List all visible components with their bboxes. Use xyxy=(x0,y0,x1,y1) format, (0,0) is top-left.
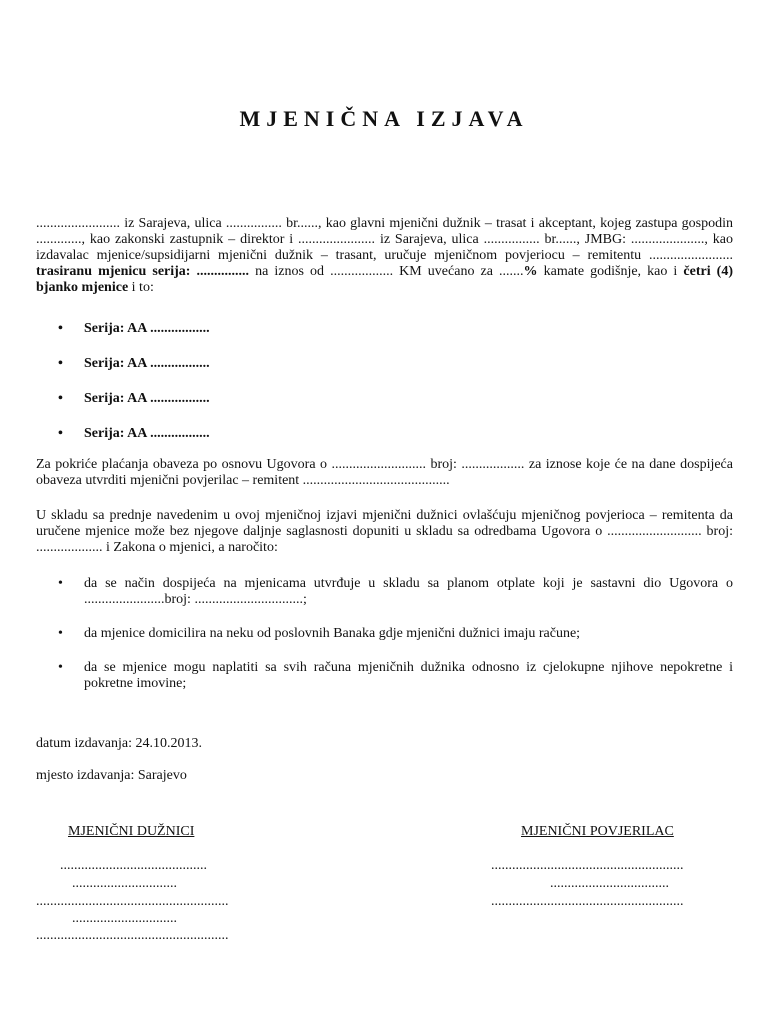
coverage-paragraph xyxy=(36,457,733,489)
list-item: • Serija: AA ................. xyxy=(36,426,733,442)
intro-text-start: ........................ iz Sarajeva, ulica ................ br......, kao glavni mjenični dužnik – trasat i akceptant, kojeg zastupa gospodin ............., kao zakonski zastupnik – direktor i ...................... iz Sarajeva, ulica ................ br......, JMBG: ....................., kao izdavalac mjenice/supsidijarni mjenični dužnik – trasant, uručuje mjeničnom povjeriocu – remitentu ........................ xyxy=(36,216,733,263)
creditor-signature-line: ....................................................... xyxy=(491,858,684,873)
creditor-signature-line: ....................................................... xyxy=(491,894,684,909)
debtor-signature-line: ....................................................... xyxy=(36,894,229,909)
series-bold-text: trasiranu mjenicu serija: ............... xyxy=(36,264,250,279)
list-item: • da se način dospijeća na mjenicama utvrđuje u skladu sa planom otplate koji je sastavni dio Ugovora o .......................broj: ...............................; xyxy=(36,576,733,608)
list-item: • da se mjenice mogu naplatiti sa svih računa mjeničnih dužnika odnosno iz cjelokupne njihove nepokretne i pokretne imovine; xyxy=(36,660,733,692)
issue-place: mjesto izdavanja: Sarajevo xyxy=(36,768,187,783)
debtor-signature-line: .............................. xyxy=(72,876,177,891)
percent-bold: % xyxy=(523,264,538,279)
intro-text-middle: na iznos od .................. KM uvećano za ....... xyxy=(255,264,524,279)
coverage-text: Za pokriće plaćanja obaveza po osnovu Ugovora o ........................... broj: .................. za iznose koje će na dane dospijeća obaveza utvrditi mjenični povjerilac – remitent .......................................... xyxy=(36,457,733,488)
intro-paragraph xyxy=(36,216,733,296)
debtor-signature-line: ....................................................... xyxy=(36,928,229,943)
debtors-heading: MJENIČNI DUŽNICI xyxy=(68,824,195,839)
blank-bills-bold: četri (4) bjanko mjenice xyxy=(36,264,733,295)
list-item: • Serija: AA ................. xyxy=(36,391,733,407)
creditor-signature-line: .................................. xyxy=(550,876,669,891)
intro-text-end: i to: xyxy=(131,280,154,295)
debtor-signature-line: .......................................... xyxy=(60,858,207,873)
list-item: • Serija: AA ................. xyxy=(36,321,733,337)
creditor-heading: MJENIČNI POVJERILAC xyxy=(521,824,674,839)
authorization-text: U skladu sa prednje navedenim u ovoj mjeničnoj izjavi mjenični dužnici ovlašćuju mjeničnog povjerioca – remitenta da uručene mjenice može bez njegove daljnje saglasnosti dopuniti u skladu sa odredbama Ugovora o ........................... broj: ................... i Zakona o mjenici, a naročito: xyxy=(36,508,733,555)
authorization-paragraph xyxy=(36,508,733,556)
conditions-list xyxy=(36,576,733,710)
series-list xyxy=(36,321,733,461)
issue-date: datum izdavanja: 24.10.2013. xyxy=(36,736,203,751)
list-item: • Serija: AA ................. xyxy=(36,356,733,372)
document-title: MJENIČNA IZJAVA xyxy=(239,106,529,131)
debtor-signature-line: .............................. xyxy=(72,911,177,926)
list-item: • da mjenice domicilira na neku od poslovnih Banaka gdje mjenični dužnici imaju račune; xyxy=(36,626,733,642)
intro-text-interest: kamate godišnje, kao i xyxy=(543,264,678,279)
